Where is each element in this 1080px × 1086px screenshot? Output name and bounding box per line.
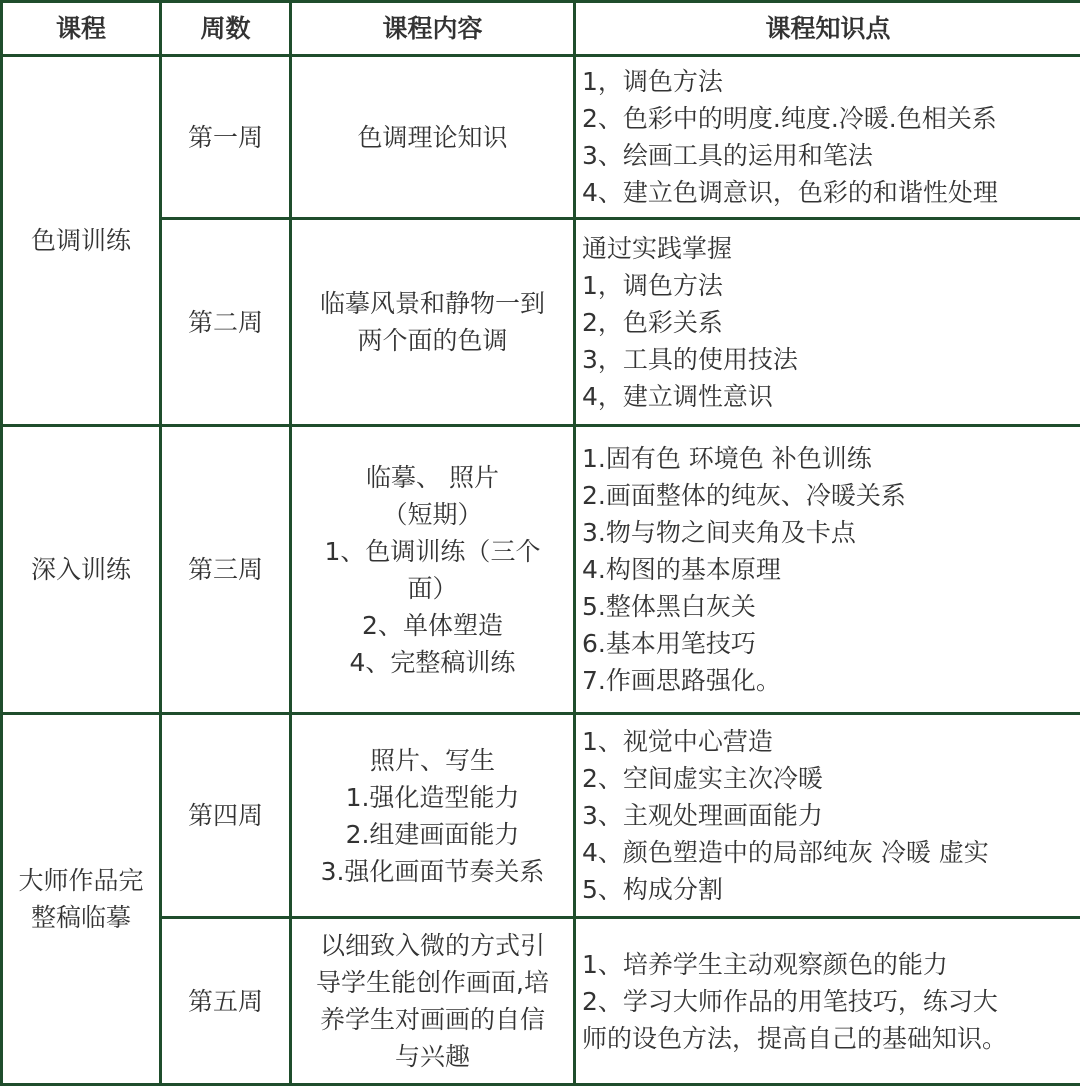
point-line: 7.作画思路强化。 <box>582 662 1074 699</box>
header-course: 课程 <box>2 2 161 56</box>
content-cell <box>291 714 575 918</box>
point-line: 1.固有色 环境色 补色训练 <box>582 440 1074 477</box>
knowledge-points-cell <box>575 918 1080 1085</box>
content-line: 色调理论知识 <box>298 119 567 156</box>
header-row <box>2 2 1080 56</box>
content-line: 与兴趣 <box>298 1038 567 1075</box>
point-line: 2、学习大师作品的用笔技巧，练习大 <box>582 983 1074 1020</box>
course-cell <box>2 714 161 1085</box>
content-line: 面） <box>298 570 567 607</box>
content-line: 导学生能创作画面,培 <box>298 964 567 1001</box>
point-line: 1，调色方法 <box>582 267 1074 304</box>
table-row <box>2 56 1080 219</box>
point-line: 4，建立调性意识 <box>582 378 1074 415</box>
point-line: 1、视觉中心营造 <box>582 723 1074 760</box>
content-line: 4、完整稿训练 <box>298 644 567 681</box>
content-cell <box>291 918 575 1085</box>
week-cell: 第二周 <box>161 219 291 426</box>
point-line: 1，调色方法 <box>582 63 1074 100</box>
point-line: 6.基本用笔技巧 <box>582 625 1074 662</box>
point-line: 3.物与物之间夹角及卡点 <box>582 514 1074 551</box>
course-name-line: 大师作品完 <box>9 862 153 899</box>
content-line: 以细致入微的方式引 <box>298 927 567 964</box>
content-line: 临摹、 照片 <box>298 459 567 496</box>
content-line: 临摹风景和静物一到 <box>298 285 567 322</box>
point-line: 1、培养学生主动观察颜色的能力 <box>582 946 1074 983</box>
point-line: 2、色彩中的明度.纯度.冷暖.色相关系 <box>582 100 1074 137</box>
point-line: 3、主观处理画面能力 <box>582 797 1074 834</box>
knowledge-points-cell <box>575 56 1080 219</box>
course-cell <box>2 56 161 426</box>
course-name: 色调训练 <box>9 222 153 259</box>
header-content: 课程内容 <box>291 2 575 56</box>
point-line: 4、颜色塑造中的局部纯灰 冷暖 虚实 <box>582 834 1074 871</box>
point-line: 通过实践掌握 <box>582 230 1074 267</box>
course-name-line: 整稿临摹 <box>9 899 153 936</box>
week-cell: 第五周 <box>161 918 291 1085</box>
knowledge-points-cell <box>575 219 1080 426</box>
table-row <box>2 714 1080 918</box>
content-line: （短期） <box>298 496 567 533</box>
content-line: 1、色调训练（三个 <box>298 533 567 570</box>
table-row <box>2 219 1080 426</box>
point-line: 师的设色方法，提高自己的基础知识。 <box>582 1020 1074 1057</box>
point-line: 2，色彩关系 <box>582 304 1074 341</box>
week-cell: 第一周 <box>161 56 291 219</box>
week-cell: 第三周 <box>161 426 291 714</box>
content-line: 养学生对画画的自信 <box>298 1001 567 1038</box>
point-line: 3，工具的使用技法 <box>582 341 1074 378</box>
knowledge-points-cell <box>575 426 1080 714</box>
content-cell <box>291 56 575 219</box>
content-line: 3.强化画面节奏关系 <box>298 853 567 890</box>
point-line: 4、建立色调意识，色彩的和谐性处理 <box>582 174 1074 211</box>
point-line: 4.构图的基本原理 <box>582 551 1074 588</box>
content-cell <box>291 219 575 426</box>
table-row <box>2 918 1080 1085</box>
point-line: 2.画面整体的纯灰、冷暖关系 <box>582 477 1074 514</box>
course-name: 深入训练 <box>9 551 153 588</box>
point-line: 5.整体黑白灰关 <box>582 588 1074 625</box>
point-line: 5、构成分割 <box>582 871 1074 908</box>
knowledge-points-cell <box>575 714 1080 918</box>
content-line: 1.强化造型能力 <box>298 779 567 816</box>
content-line: 照片、写生 <box>298 742 567 779</box>
table-row <box>2 426 1080 714</box>
point-line: 3、绘画工具的运用和笔法 <box>582 137 1074 174</box>
header-knowledge-points: 课程知识点 <box>575 2 1080 56</box>
week-cell: 第四周 <box>161 714 291 918</box>
content-line: 2.组建画面能力 <box>298 816 567 853</box>
content-cell <box>291 426 575 714</box>
header-week: 周数 <box>161 2 291 56</box>
content-line: 两个面的色调 <box>298 322 567 359</box>
point-line: 2、空间虚实主次冷暖 <box>582 760 1074 797</box>
course-cell <box>2 426 161 714</box>
content-line: 2、单体塑造 <box>298 607 567 644</box>
